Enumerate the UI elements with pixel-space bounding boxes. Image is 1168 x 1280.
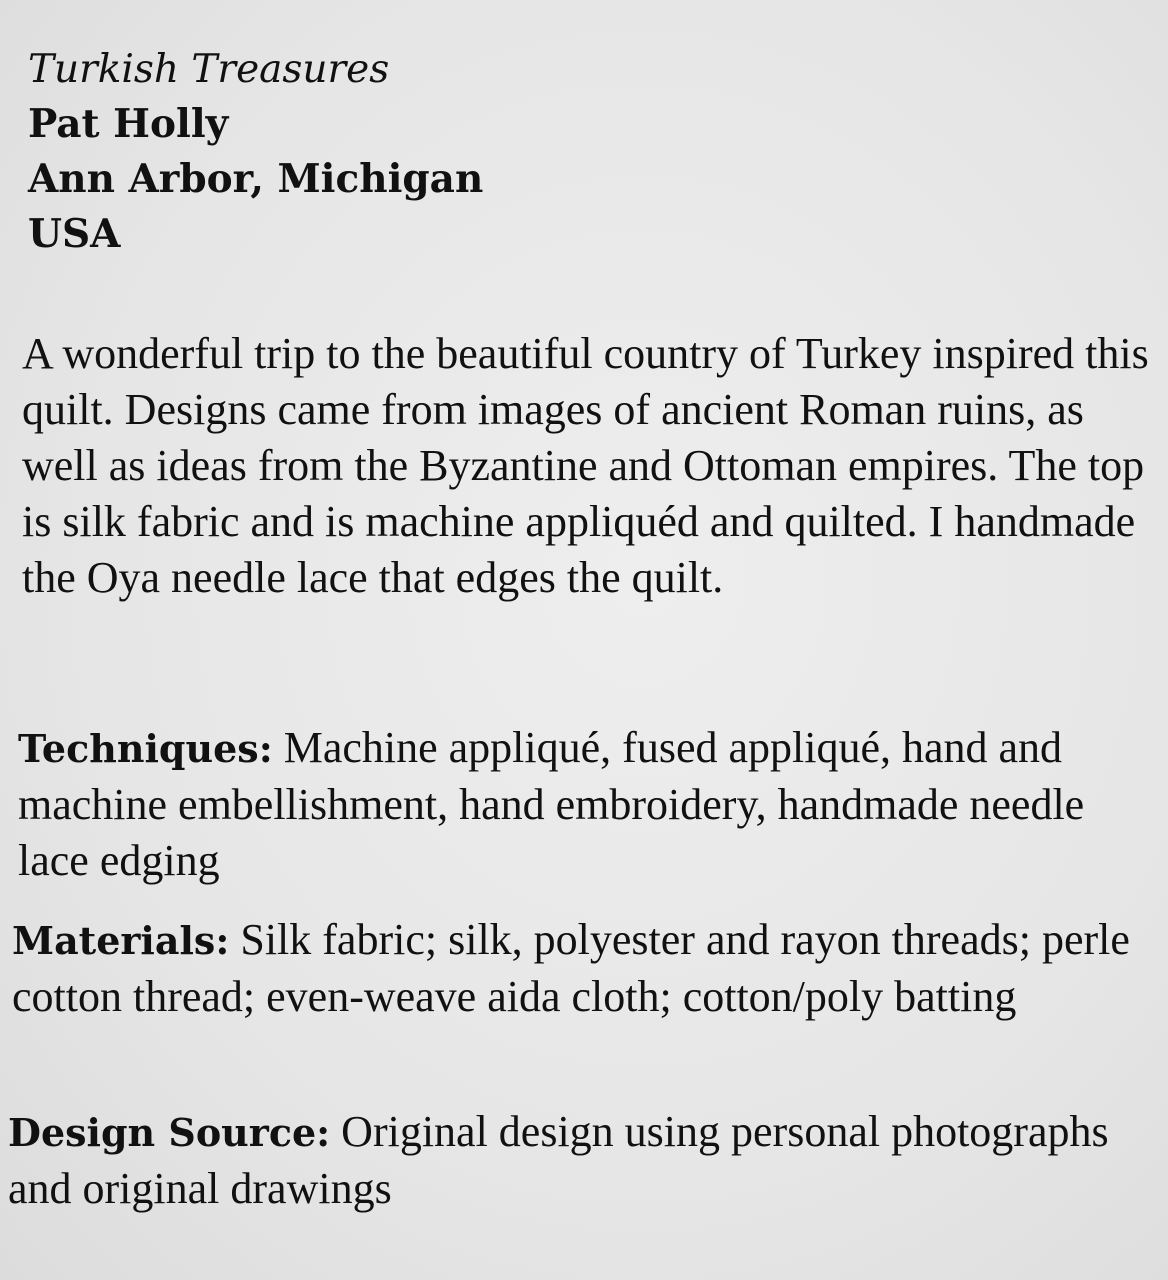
materials-section [12,912,1152,1025]
design-source-section [8,1104,1148,1217]
artist-country: USA [28,211,121,257]
artist-name: Pat Holly [28,101,229,147]
techniques-text: Machine appliqué, fused appliqué, hand and machine embellishment, hand embroidery, handmade needle lace edging [18,723,1085,885]
design-source-text: Original design using personal photographs and original drawings [8,1107,1109,1213]
materials-text: Silk fabric; silk, polyester and rayon threads; perle cotton thread; even-weave aida cloth; cotton/poly batting [12,915,1130,1021]
quilt-title: Turkish Treasures [28,47,390,92]
quilt-description: A wonderful trip to the beautiful country of Turkey inspired this quilt. Designs came from images of ancient Roman ruins, as well as ideas from the Byzantine and Ottoman empires. The top is silk fabric and is machine appliquéd and quilted. I handmade the Oya needle lace that edges the quilt. [22,329,1149,602]
techniques-section [18,720,1158,889]
materials-label: Materials: [12,918,230,963]
artist-city: Ann Arbor, Michigan [28,156,484,202]
techniques-label: Techniques: [18,726,273,771]
label-header [28,42,483,262]
design-source-label: Design Source: [8,1110,331,1155]
